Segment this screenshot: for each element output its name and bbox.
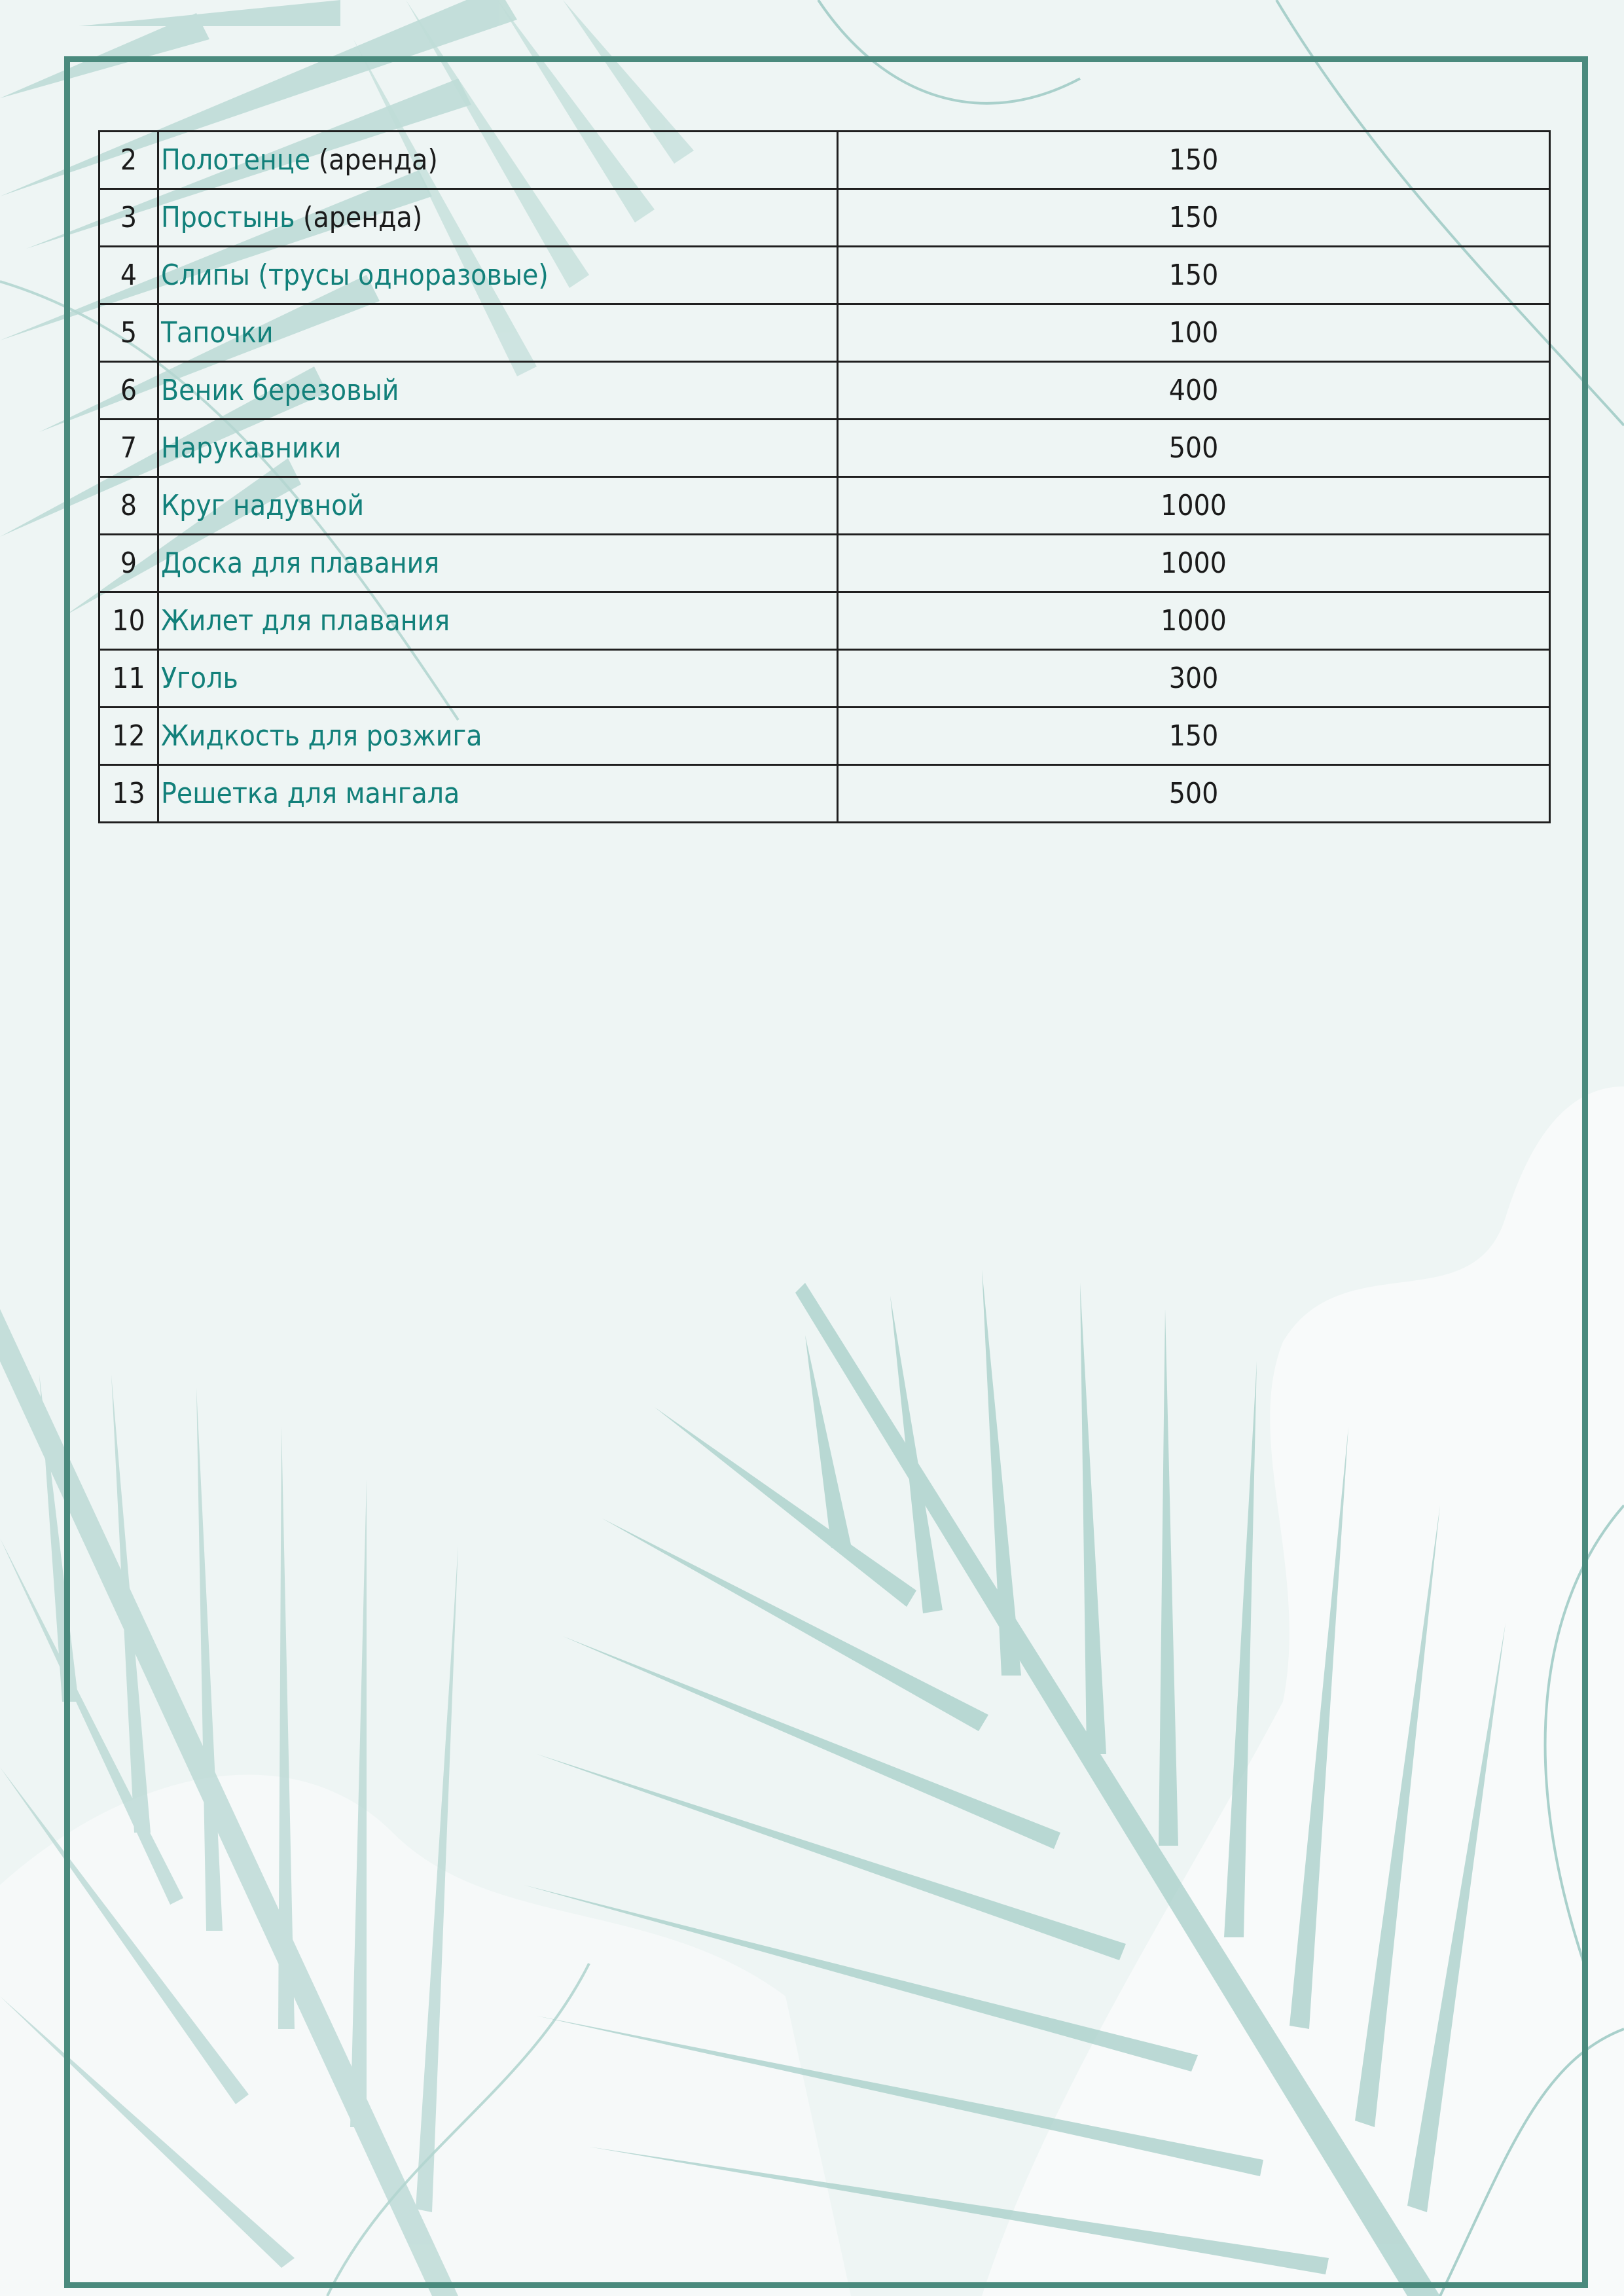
row-number: 5 xyxy=(99,304,158,362)
table-row xyxy=(99,592,1550,650)
price-table-body xyxy=(99,132,1550,823)
item-name: Простынь xyxy=(161,201,295,234)
item-name-cell xyxy=(158,247,838,304)
item-price: 1000 xyxy=(838,535,1550,592)
item-price: 150 xyxy=(838,708,1550,765)
table-row xyxy=(99,420,1550,477)
item-note: (аренда) xyxy=(303,201,423,234)
row-number: 8 xyxy=(99,477,158,535)
row-number: 3 xyxy=(99,189,158,247)
item-name-cell xyxy=(158,650,838,708)
item-name: Нарукавники xyxy=(161,431,342,465)
item-price: 400 xyxy=(838,362,1550,420)
row-number: 6 xyxy=(99,362,158,420)
item-name: Слипы (трусы одноразовые) xyxy=(161,259,549,292)
item-price: 500 xyxy=(838,765,1550,823)
row-number: 10 xyxy=(99,592,158,650)
item-name-cell xyxy=(158,132,838,189)
item-name: Жилет для плавания xyxy=(161,604,450,637)
price-table xyxy=(98,130,1551,823)
row-number: 12 xyxy=(99,708,158,765)
row-number: 9 xyxy=(99,535,158,592)
item-price: 150 xyxy=(838,247,1550,304)
item-price: 150 xyxy=(838,132,1550,189)
table-row xyxy=(99,708,1550,765)
item-name: Веник березовый xyxy=(161,374,399,407)
table-row xyxy=(99,650,1550,708)
item-name: Тапочки xyxy=(161,316,274,350)
item-name-cell xyxy=(158,420,838,477)
item-name: Доска для плавания xyxy=(161,547,440,580)
row-number: 4 xyxy=(99,247,158,304)
row-number: 7 xyxy=(99,420,158,477)
item-note: (аренда) xyxy=(318,143,438,177)
item-name-cell xyxy=(158,708,838,765)
item-name-cell xyxy=(158,535,838,592)
item-price: 150 xyxy=(838,189,1550,247)
item-name-cell xyxy=(158,765,838,823)
table-row xyxy=(99,535,1550,592)
item-price: 300 xyxy=(838,650,1550,708)
item-name: Уголь xyxy=(161,662,238,695)
row-number: 2 xyxy=(99,132,158,189)
table-row xyxy=(99,362,1550,420)
item-price: 1000 xyxy=(838,477,1550,535)
item-name: Решетка для мангала xyxy=(161,777,460,810)
table-row xyxy=(99,304,1550,362)
item-name-cell xyxy=(158,477,838,535)
item-name-cell xyxy=(158,362,838,420)
table-row xyxy=(99,247,1550,304)
item-name: Полотенце xyxy=(161,143,311,177)
table-row xyxy=(99,132,1550,189)
row-number: 13 xyxy=(99,765,158,823)
item-price: 1000 xyxy=(838,592,1550,650)
row-number: 11 xyxy=(99,650,158,708)
item-name: Круг надувной xyxy=(161,489,365,522)
table-row xyxy=(99,477,1550,535)
item-name-cell xyxy=(158,189,838,247)
table-row xyxy=(99,189,1550,247)
table-row xyxy=(99,765,1550,823)
item-name-cell xyxy=(158,304,838,362)
item-price: 100 xyxy=(838,304,1550,362)
item-name: Жидкость для розжига xyxy=(161,719,482,753)
item-price: 500 xyxy=(838,420,1550,477)
item-name-cell xyxy=(158,592,838,650)
